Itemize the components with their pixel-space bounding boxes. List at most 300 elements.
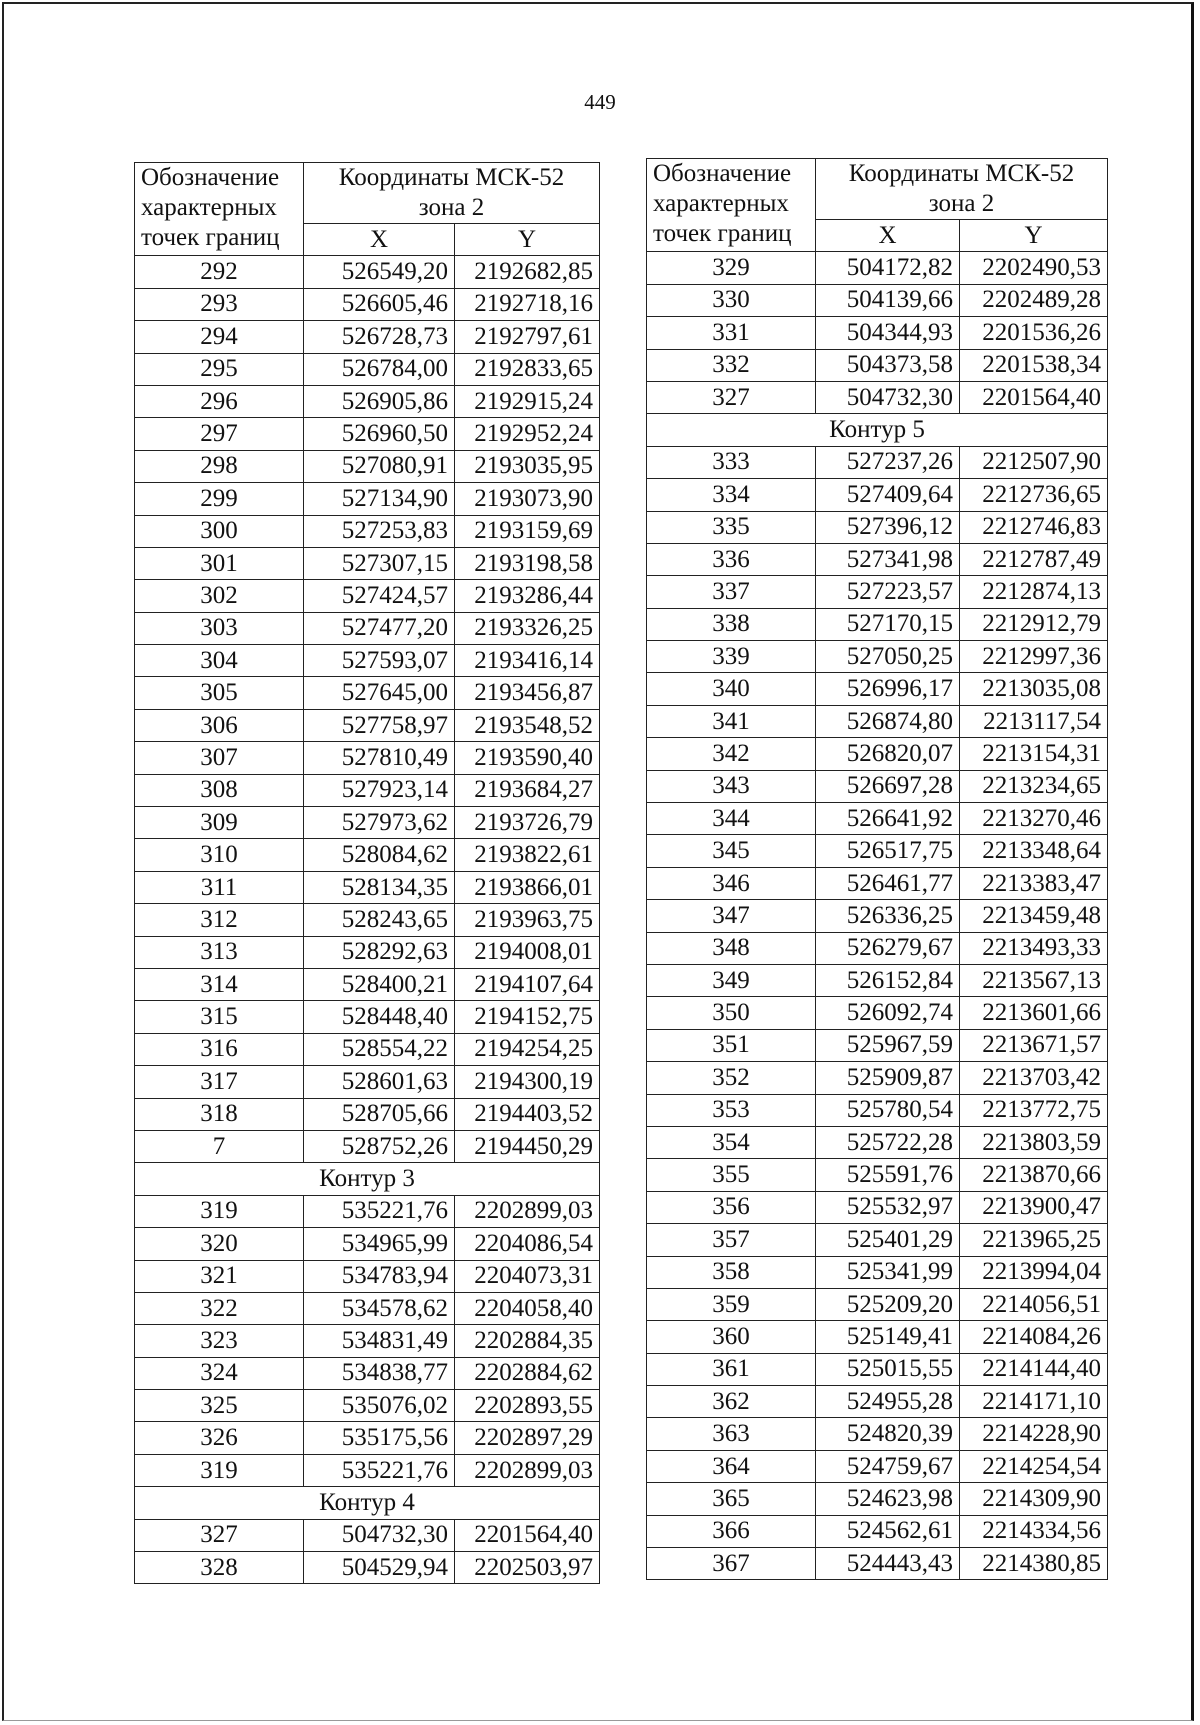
- x-coordinate-cell: 524623,98: [816, 1483, 960, 1515]
- point-header-line: точек границ: [653, 220, 792, 247]
- y-coordinate-cell: 2194254,25: [455, 1033, 600, 1065]
- table-row: [647, 1224, 1108, 1256]
- table-row: [647, 932, 1108, 964]
- table-row: [135, 1325, 600, 1357]
- point-id-cell: 345: [647, 835, 816, 867]
- y-coordinate-cell: 2193198,58: [455, 547, 600, 579]
- x-coordinate-cell: 525209,20: [816, 1288, 960, 1320]
- y-coordinate-cell: 2193822,61: [455, 839, 600, 871]
- x-coordinate-cell: 528400,21: [304, 968, 455, 1000]
- table-row: [647, 543, 1108, 575]
- x-coordinate-cell: 528292,63: [304, 936, 455, 968]
- y-coordinate-cell: 2193073,90: [455, 483, 600, 515]
- table-row: [647, 1386, 1108, 1418]
- table-row: [647, 1515, 1108, 1547]
- point-id-cell: 366: [647, 1515, 816, 1547]
- y-coordinate-cell: 2213900,47: [960, 1191, 1108, 1223]
- y-coordinate-cell: 2212736,65: [960, 479, 1108, 511]
- point-header-line: характерных: [653, 190, 789, 217]
- point-id-cell: 363: [647, 1418, 816, 1450]
- y-coordinate-cell: 2202884,62: [455, 1357, 600, 1389]
- coords-header-line: зона 2: [928, 190, 995, 217]
- table-row: [135, 1357, 600, 1389]
- table-row: [647, 576, 1108, 608]
- x-coordinate-cell: 504344,93: [816, 317, 960, 349]
- table-row: [135, 1098, 600, 1130]
- x-coordinate-cell: 526728,73: [304, 321, 455, 353]
- table-row: [135, 904, 600, 936]
- x-coordinate-cell: 524759,67: [816, 1450, 960, 1482]
- table-row: [135, 515, 600, 547]
- y-column-header: Y: [455, 224, 600, 256]
- point-id-cell: 329: [647, 252, 816, 284]
- y-coordinate-cell: 2214334,56: [960, 1515, 1108, 1547]
- y-coordinate-cell: 2213567,13: [960, 964, 1108, 996]
- point-id-cell: 336: [647, 543, 816, 575]
- table-row: [135, 1066, 600, 1098]
- x-coordinate-cell: 527341,98: [816, 543, 960, 575]
- point-id-cell: 352: [647, 1062, 816, 1094]
- table-row: [135, 385, 600, 417]
- table-row: [135, 1228, 600, 1260]
- x-coordinate-cell: 534783,94: [304, 1260, 455, 1292]
- table-row: [135, 418, 600, 450]
- table-row: [647, 1094, 1108, 1126]
- y-coordinate-cell: 2213035,08: [960, 673, 1108, 705]
- y-coordinate-cell: 2194152,75: [455, 1001, 600, 1033]
- y-coordinate-cell: 2213601,66: [960, 997, 1108, 1029]
- table-row: [647, 1062, 1108, 1094]
- table-row: [647, 867, 1108, 899]
- x-coordinate-cell: 527170,15: [816, 608, 960, 640]
- table-row: [135, 1292, 600, 1324]
- table-row: [135, 547, 600, 579]
- x-coordinate-cell: 526517,75: [816, 835, 960, 867]
- x-coordinate-cell: 527477,20: [304, 612, 455, 644]
- x-coordinate-cell: 527409,64: [816, 479, 960, 511]
- point-id-cell: 322: [135, 1292, 304, 1324]
- point-id-cell: 328: [135, 1552, 304, 1584]
- point-id-cell: 356: [647, 1191, 816, 1223]
- table-row: [647, 1353, 1108, 1385]
- point-id-cell: 315: [135, 1001, 304, 1033]
- x-coordinate-cell: 528554,22: [304, 1033, 455, 1065]
- y-coordinate-cell: 2194107,64: [455, 968, 600, 1000]
- y-coordinate-cell: 2213459,48: [960, 900, 1108, 932]
- table-row: [647, 381, 1108, 413]
- x-coordinate-cell: 534838,77: [304, 1357, 455, 1389]
- point-id-cell: 325: [135, 1390, 304, 1422]
- point-id-cell: 361: [647, 1353, 816, 1385]
- point-id-cell: 355: [647, 1159, 816, 1191]
- contour-row: [135, 1163, 600, 1195]
- y-coordinate-cell: 2213234,65: [960, 770, 1108, 802]
- point-id-cell: 347: [647, 900, 816, 932]
- y-coordinate-cell: 2202884,35: [455, 1325, 600, 1357]
- table-row: [135, 1195, 600, 1227]
- point-id-cell: 318: [135, 1098, 304, 1130]
- x-coordinate-cell: 526960,50: [304, 418, 455, 450]
- coordinates-table-left: [134, 162, 600, 1584]
- x-coordinate-cell: 525401,29: [816, 1224, 960, 1256]
- point-id-cell: 350: [647, 997, 816, 1029]
- point-id-cell: 349: [647, 964, 816, 996]
- table-row: [647, 284, 1108, 316]
- y-coordinate-cell: 2194300,19: [455, 1066, 600, 1098]
- y-coordinate-cell: 2192682,85: [455, 256, 600, 288]
- table-row: [135, 1519, 600, 1551]
- x-coordinate-cell: 526697,28: [816, 770, 960, 802]
- y-coordinate-cell: 2192797,61: [455, 321, 600, 353]
- y-coordinate-cell: 2214056,51: [960, 1288, 1108, 1320]
- y-coordinate-cell: 2193456,87: [455, 677, 600, 709]
- y-coordinate-cell: 2214254,54: [960, 1450, 1108, 1482]
- y-coordinate-cell: 2213772,75: [960, 1094, 1108, 1126]
- table-row: [135, 1130, 600, 1162]
- table-row: [135, 1033, 600, 1065]
- x-coordinate-cell: 527973,62: [304, 807, 455, 839]
- table-row: [135, 580, 600, 612]
- point-id-cell: 348: [647, 932, 816, 964]
- point-id-cell: 367: [647, 1548, 816, 1580]
- x-coordinate-cell: 527080,91: [304, 450, 455, 482]
- y-coordinate-cell: 2201564,40: [960, 381, 1108, 413]
- point-id-cell: 313: [135, 936, 304, 968]
- point-id-cell: 359: [647, 1288, 816, 1320]
- table-row: [647, 349, 1108, 381]
- point-id-cell: 344: [647, 803, 816, 835]
- point-id-cell: 300: [135, 515, 304, 547]
- x-coordinate-cell: 527593,07: [304, 645, 455, 677]
- x-coordinate-cell: 525967,59: [816, 1029, 960, 1061]
- point-id-cell: 365: [647, 1483, 816, 1515]
- point-id-cell: 302: [135, 580, 304, 612]
- y-coordinate-cell: 2201564,40: [455, 1519, 600, 1551]
- coords-header-line: зона 2: [418, 194, 485, 221]
- point-id-cell: 362: [647, 1386, 816, 1418]
- y-coordinate-cell: 2193590,40: [455, 742, 600, 774]
- x-coordinate-cell: 534578,62: [304, 1292, 455, 1324]
- table-row: [135, 1422, 600, 1454]
- x-coordinate-cell: 527923,14: [304, 774, 455, 806]
- point-id-cell: 333: [647, 446, 816, 478]
- x-coordinate-cell: 526605,46: [304, 288, 455, 320]
- y-coordinate-cell: 2214380,85: [960, 1548, 1108, 1580]
- contour-label: Контур 4: [135, 1487, 600, 1519]
- y-coordinate-cell: 2202489,28: [960, 284, 1108, 316]
- point-id-cell: 312: [135, 904, 304, 936]
- x-coordinate-cell: 527645,00: [304, 677, 455, 709]
- point-id-cell: 299: [135, 483, 304, 515]
- point-id-cell: 303: [135, 612, 304, 644]
- x-coordinate-cell: 534965,99: [304, 1228, 455, 1260]
- y-coordinate-cell: 2193684,27: [455, 774, 600, 806]
- table-row: [647, 641, 1108, 673]
- point-id-cell: 308: [135, 774, 304, 806]
- table-row: [647, 1418, 1108, 1450]
- y-coordinate-cell: 2214228,90: [960, 1418, 1108, 1450]
- contour-row: [135, 1487, 600, 1519]
- point-id-cell: 334: [647, 479, 816, 511]
- point-id-cell: 337: [647, 576, 816, 608]
- x-coordinate-cell: 535175,56: [304, 1422, 455, 1454]
- point-id-cell: 346: [647, 867, 816, 899]
- table-row: [135, 709, 600, 741]
- point-id-cell: 341: [647, 705, 816, 737]
- table-row: [647, 1159, 1108, 1191]
- table-row: [135, 968, 600, 1000]
- y-coordinate-cell: 2204086,54: [455, 1228, 600, 1260]
- point-id-cell: 307: [135, 742, 304, 774]
- x-coordinate-cell: 524443,43: [816, 1548, 960, 1580]
- x-coordinate-cell: 526996,17: [816, 673, 960, 705]
- y-coordinate-cell: 2194450,29: [455, 1130, 600, 1162]
- point-id-cell: 314: [135, 968, 304, 1000]
- table-row: [647, 673, 1108, 705]
- x-coordinate-cell: 526905,86: [304, 385, 455, 417]
- y-coordinate-cell: 2213965,25: [960, 1224, 1108, 1256]
- table-row: [135, 807, 600, 839]
- point-id-cell: 332: [647, 349, 816, 381]
- table-row: [647, 1321, 1108, 1353]
- y-coordinate-cell: 2213671,57: [960, 1029, 1108, 1061]
- table-row: [135, 612, 600, 644]
- y-coordinate-cell: 2193159,69: [455, 515, 600, 547]
- point-column-header: [135, 163, 304, 256]
- y-coordinate-cell: 2204058,40: [455, 1292, 600, 1324]
- x-coordinate-cell: 528084,62: [304, 839, 455, 871]
- point-header-line: характерных: [141, 194, 277, 221]
- y-coordinate-cell: 2213154,31: [960, 738, 1108, 770]
- x-coordinate-cell: 504529,94: [304, 1552, 455, 1584]
- x-coordinate-cell: 527307,15: [304, 547, 455, 579]
- point-id-cell: 360: [647, 1321, 816, 1353]
- coords-column-header: [816, 159, 1108, 220]
- x-coordinate-cell: 526784,00: [304, 353, 455, 385]
- point-id-cell: 338: [647, 608, 816, 640]
- point-column-header: [647, 159, 816, 252]
- y-coordinate-cell: 2204073,31: [455, 1260, 600, 1292]
- point-id-cell: 342: [647, 738, 816, 770]
- y-coordinate-cell: 2193963,75: [455, 904, 600, 936]
- point-id-cell: 364: [647, 1450, 816, 1482]
- point-id-cell: 326: [135, 1422, 304, 1454]
- y-coordinate-cell: 2201536,26: [960, 317, 1108, 349]
- y-coordinate-cell: 2192915,24: [455, 385, 600, 417]
- table-row: [135, 1552, 600, 1584]
- point-header-line: точек границ: [141, 224, 280, 251]
- point-id-cell: 323: [135, 1325, 304, 1357]
- y-coordinate-cell: 2213994,04: [960, 1256, 1108, 1288]
- x-coordinate-cell: 525015,55: [816, 1353, 960, 1385]
- y-coordinate-cell: 2212507,90: [960, 446, 1108, 478]
- table-row: [647, 964, 1108, 996]
- x-coordinate-cell: 534831,49: [304, 1325, 455, 1357]
- y-coordinate-cell: 2202503,97: [455, 1552, 600, 1584]
- x-coordinate-cell: 526820,07: [816, 738, 960, 770]
- y-coordinate-cell: 2193548,52: [455, 709, 600, 741]
- table-row: [647, 1450, 1108, 1482]
- x-coordinate-cell: 525591,76: [816, 1159, 960, 1191]
- x-coordinate-cell: 527237,26: [816, 446, 960, 478]
- x-column-header: X: [816, 220, 960, 252]
- x-coordinate-cell: 528705,66: [304, 1098, 455, 1130]
- point-id-cell: 298: [135, 450, 304, 482]
- point-id-cell: 295: [135, 353, 304, 385]
- table-row: [135, 645, 600, 677]
- coords-header-line: Координаты МСК-52: [848, 160, 1075, 187]
- x-coordinate-cell: 528243,65: [304, 904, 455, 936]
- y-coordinate-cell: 2194403,52: [455, 1098, 600, 1130]
- x-coordinate-cell: 535076,02: [304, 1390, 455, 1422]
- x-coordinate-cell: 525722,28: [816, 1126, 960, 1158]
- x-coordinate-cell: 535221,76: [304, 1454, 455, 1486]
- y-coordinate-cell: 2193035,95: [455, 450, 600, 482]
- table-row: [135, 936, 600, 968]
- y-column-header: Y: [960, 220, 1108, 252]
- point-id-cell: 327: [647, 381, 816, 413]
- y-coordinate-cell: 2202490,53: [960, 252, 1108, 284]
- y-coordinate-cell: 2212787,49: [960, 543, 1108, 575]
- table-row: [135, 742, 600, 774]
- point-id-cell: 316: [135, 1033, 304, 1065]
- table-row: [135, 321, 600, 353]
- coords-header-line: Координаты МСК-52: [338, 164, 565, 191]
- y-coordinate-cell: 2192718,16: [455, 288, 600, 320]
- table-row: [135, 450, 600, 482]
- x-coordinate-cell: 526641,92: [816, 803, 960, 835]
- table-row: [135, 839, 600, 871]
- y-coordinate-cell: 2202899,03: [455, 1454, 600, 1486]
- table-row: [647, 1288, 1108, 1320]
- table-row: [647, 317, 1108, 349]
- y-coordinate-cell: 2213870,66: [960, 1159, 1108, 1191]
- x-coordinate-cell: 528752,26: [304, 1130, 455, 1162]
- point-id-cell: 351: [647, 1029, 816, 1061]
- point-id-cell: 353: [647, 1094, 816, 1126]
- table-row: [135, 1390, 600, 1422]
- y-coordinate-cell: 2213117,54: [960, 705, 1108, 737]
- table-row: [135, 1260, 600, 1292]
- x-coordinate-cell: 525532,97: [816, 1191, 960, 1223]
- table-row: [135, 871, 600, 903]
- contour-label: Контур 3: [135, 1163, 600, 1195]
- table-row: [647, 803, 1108, 835]
- table-body: [647, 252, 1108, 1580]
- coords-column-header: [304, 163, 600, 224]
- table-row: [135, 256, 600, 288]
- table-row: [647, 770, 1108, 802]
- table-row: [647, 1483, 1108, 1515]
- coordinates-table-right: [646, 158, 1108, 1580]
- x-coordinate-cell: 528448,40: [304, 1001, 455, 1033]
- table-row: [647, 835, 1108, 867]
- y-coordinate-cell: 2193726,79: [455, 807, 600, 839]
- point-id-cell: 292: [135, 256, 304, 288]
- y-coordinate-cell: 2213383,47: [960, 867, 1108, 899]
- y-coordinate-cell: 2214084,26: [960, 1321, 1108, 1353]
- x-coordinate-cell: 526279,67: [816, 932, 960, 964]
- x-coordinate-cell: 528134,35: [304, 871, 455, 903]
- table-row: [135, 353, 600, 385]
- y-coordinate-cell: 2201538,34: [960, 349, 1108, 381]
- x-coordinate-cell: 526152,84: [816, 964, 960, 996]
- point-id-cell: 321: [135, 1260, 304, 1292]
- table-row: [647, 1029, 1108, 1061]
- x-coordinate-cell: 524562,61: [816, 1515, 960, 1547]
- table-row: [135, 483, 600, 515]
- x-coordinate-cell: 526874,80: [816, 705, 960, 737]
- table-row: [647, 1126, 1108, 1158]
- y-coordinate-cell: 2193326,25: [455, 612, 600, 644]
- y-coordinate-cell: 2213803,59: [960, 1126, 1108, 1158]
- table-row: [647, 608, 1108, 640]
- table-row: [647, 511, 1108, 543]
- x-coordinate-cell: 527134,90: [304, 483, 455, 515]
- y-coordinate-cell: 2213703,42: [960, 1062, 1108, 1094]
- point-id-cell: 335: [647, 511, 816, 543]
- x-coordinate-cell: 535221,76: [304, 1195, 455, 1227]
- y-coordinate-cell: 2202897,29: [455, 1422, 600, 1454]
- point-id-cell: 319: [135, 1454, 304, 1486]
- table-row: [135, 1001, 600, 1033]
- point-id-cell: 320: [135, 1228, 304, 1260]
- point-id-cell: 343: [647, 770, 816, 802]
- y-coordinate-cell: 2214144,40: [960, 1353, 1108, 1385]
- point-id-cell: 317: [135, 1066, 304, 1098]
- point-id-cell: 293: [135, 288, 304, 320]
- y-coordinate-cell: 2213270,46: [960, 803, 1108, 835]
- point-id-cell: 305: [135, 677, 304, 709]
- x-coordinate-cell: 504172,82: [816, 252, 960, 284]
- x-column-header: X: [304, 224, 455, 256]
- x-coordinate-cell: 527050,25: [816, 641, 960, 673]
- point-id-cell: 309: [135, 807, 304, 839]
- point-id-cell: 304: [135, 645, 304, 677]
- table-row: [647, 446, 1108, 478]
- x-coordinate-cell: 504373,58: [816, 349, 960, 381]
- x-coordinate-cell: 527253,83: [304, 515, 455, 547]
- table-row: [135, 677, 600, 709]
- x-coordinate-cell: 528601,63: [304, 1066, 455, 1098]
- x-coordinate-cell: 527810,49: [304, 742, 455, 774]
- point-id-cell: 297: [135, 418, 304, 450]
- y-coordinate-cell: 2193286,44: [455, 580, 600, 612]
- y-coordinate-cell: 2193866,01: [455, 871, 600, 903]
- table-row: [647, 1256, 1108, 1288]
- point-id-cell: 339: [647, 641, 816, 673]
- y-coordinate-cell: 2212874,13: [960, 576, 1108, 608]
- x-coordinate-cell: 504732,30: [304, 1519, 455, 1551]
- x-coordinate-cell: 504139,66: [816, 284, 960, 316]
- x-coordinate-cell: 527424,57: [304, 580, 455, 612]
- y-coordinate-cell: 2193416,14: [455, 645, 600, 677]
- x-coordinate-cell: 525780,54: [816, 1094, 960, 1126]
- point-id-cell: 358: [647, 1256, 816, 1288]
- table-body: [135, 256, 600, 1584]
- x-coordinate-cell: 526461,77: [816, 867, 960, 899]
- point-id-cell: 327: [135, 1519, 304, 1551]
- table-row: [647, 997, 1108, 1029]
- table-row: [135, 1454, 600, 1486]
- point-id-cell: 311: [135, 871, 304, 903]
- y-coordinate-cell: 2212997,36: [960, 641, 1108, 673]
- x-coordinate-cell: 526549,20: [304, 256, 455, 288]
- point-id-cell: 340: [647, 673, 816, 705]
- point-id-cell: 331: [647, 317, 816, 349]
- table-row: [647, 1191, 1108, 1223]
- y-coordinate-cell: 2214171,10: [960, 1386, 1108, 1418]
